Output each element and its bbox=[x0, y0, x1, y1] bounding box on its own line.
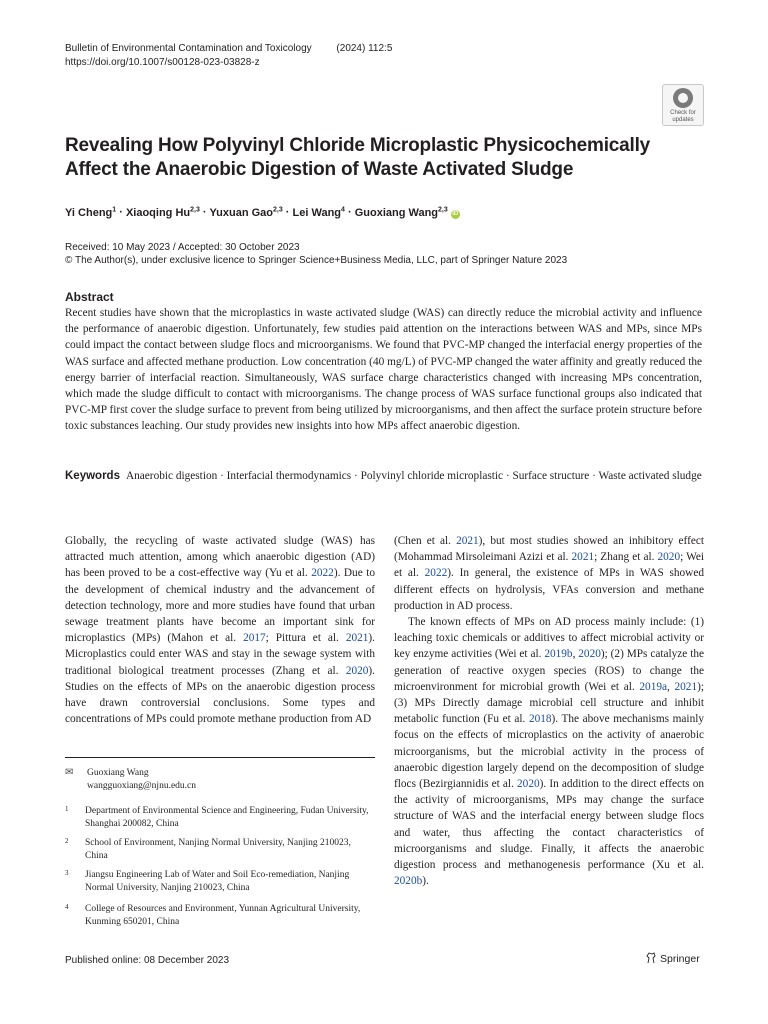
citation-link[interactable]: 2022 bbox=[311, 567, 334, 580]
published-online-date: Published online: 08 December 2023 bbox=[65, 955, 229, 966]
badge-label-line1: Check for bbox=[670, 110, 696, 116]
author[interactable]: Yuxuan Gao$^{2,3}$ bbox=[209, 206, 283, 219]
author-list: Yi Cheng$^1$ · Xiaoqing Hu$^{2,3}$ · Yuxuan Gao$^{2,3}$ · Lei Wang$^4$ · Guoxiang Wang$^{2,3}$iD bbox=[65, 206, 459, 219]
footnote-divider bbox=[65, 757, 375, 758]
keywords-label: Keywords bbox=[65, 470, 120, 482]
citation-link[interactable]: 2021 bbox=[674, 680, 698, 693]
body-left-column bbox=[65, 533, 375, 727]
orcid-icon[interactable]: iD bbox=[452, 210, 459, 217]
citation-link[interactable]: 2022 bbox=[424, 567, 448, 580]
body-paragraph: The known effects of MPs on AD process mainly include: (1) leaching toxic chemicals or additives to affect microbial activity or key enzyme activities (Wei et al. 2019b, 2020); (2) MPs catalyze the generation of reactive oxygen species (ROS) to change the microenvironment for microbial growth (Wei et al. 2019a, 2021); (3) MPs Directly damage microbial cell structure and inhibit metabolic function (Fu et al. 2018). The above mechanisms mainly focus on the effects of microplastics on the activity of anaerobic microorganisms, but the microbial activity in the process of anaerobic digestion largely depend on the decomposition of sludge flocs (Bezirgiannidis et al. 2020). In addition to the direct effects on the activity of microorganisms, MPs may change the surface structure of WAS and the interfacial energy between sludge flocs and water, thus affecting the contact characteristics of microorganisms and sludge. Finally, it affects the anaerobic digestion process and methanogenesis performance (Xu et al. 2020b). bbox=[394, 616, 705, 888]
keywords bbox=[65, 468, 702, 484]
citation-link[interactable]: 2021 bbox=[345, 632, 369, 645]
body-paragraph: (Chen et al. 2021), but most studies showed an inhibitory effect (Mohammad Mirsoleimani Azizi et al. 2021; Zhang et al. 2020; Wei et al. 2022). In general, the existence of MPs in WAS showed different effects on hydrolysis, VFAs conversion and methane production in AD process. bbox=[394, 535, 705, 612]
check-updates-icon bbox=[673, 88, 693, 108]
author[interactable]: Guoxiang Wang$^{2,3}$ bbox=[354, 206, 448, 219]
citation-link[interactable]: 2019b bbox=[544, 648, 573, 661]
body-paragraph: Globally, the recycling of waste activated sludge (WAS) has attracted much attention, among which anaerobic digestion (AD) has been proved to be a cost-effective way (Yu et al. 2022). Due to the development of chemical industry and the advancement of detection technology, more and more studies have found that urban sewage treatment plants have become an important sink for microplastics (MPs) (Mahon et al. 2017; Pittura et al. 2021). Microplastics could enter WAS and stay in the sewage system with traditional biological treatment processes (Zhang et al. 2020). Studies on the effects of MPs on the anaerobic digestion process have drawn controversial conclusions. Some types and concentrations of MPs could promote methane production from AD bbox=[65, 535, 376, 726]
badge-label-line2: updates bbox=[672, 116, 694, 123]
springer-horse-icon bbox=[646, 952, 656, 964]
envelope-icon: ✉ bbox=[65, 767, 74, 778]
citation-link[interactable]: 2018 bbox=[528, 713, 552, 726]
abstract-heading: Abstract bbox=[65, 290, 114, 304]
author[interactable]: Lei Wang$^4$ bbox=[292, 206, 345, 219]
article-title: Revealing How Polyvinyl Chloride Microplastic Physicochemically Affect the Anaerobic Digestion of Waste Activated Sludge bbox=[65, 135, 651, 180]
citation-link[interactable]: 2020 bbox=[517, 778, 540, 791]
citation-link[interactable]: 2020 bbox=[657, 551, 681, 564]
citation-link[interactable]: 2020b bbox=[394, 875, 423, 888]
check-for-updates-badge[interactable] bbox=[662, 84, 704, 126]
correspondence-name: Guoxiang Wang bbox=[87, 768, 149, 778]
journal-header bbox=[65, 42, 392, 55]
received-accepted-dates: Received: 10 May 2023 / Accepted: 30 October 2023 bbox=[65, 242, 300, 253]
affiliation: 1 Department of Environmental Science and Engineering, Fudan University, Shanghai 200082, China bbox=[65, 805, 369, 829]
citation-link[interactable]: 2021 bbox=[456, 535, 479, 547]
author[interactable]: Yi Cheng$^1$ bbox=[65, 206, 117, 219]
citation-link[interactable]: 2017 bbox=[243, 632, 266, 645]
affiliation: 3 Jiangsu Engineering Lab of Water and Soil Eco-remediation, Nanjing Normal University, Nanjing 210023, China bbox=[65, 869, 350, 893]
affiliation: 4 College of Resources and Environment, Yunnan Agricultural University, Kunming 650201, China bbox=[65, 903, 361, 927]
abstract-text: Recent studies have shown that the microplastics in waste activated sludge (WAS) can directly reduce the microbial activity and influence the performance of anaerobic digestion. Unfortunately, few studies paid attention on the interactions between WAS and MPs, since MPs could impact the contact between sludge flocs and microorganisms. We found that PVC-MP changed the interfacial energy properties of the WAS surface and affected methane production. Low concentration (40 mg/L) of PVC-MP changed the water affinity and greatly reduced the energy barrier of interfacial reaction. Simultaneously, WAS surface charge characteristics changed with increasing MPs concentration, which made the sludge difficult to contact with microorganisms. The change process of WAS surface functional groups also indicated that PVC-MP first cover the sludge surface to prevent from being utilized by microorganisms, and then affect the surface protein structure before toxic substances leaching. Our study provides new insights into how MPs affect anaerobic digestion. bbox=[65, 307, 702, 433]
citation-link[interactable]: 2019a bbox=[639, 680, 667, 693]
journal-name: Bulletin of Environmental Contamination and Toxicology bbox=[65, 43, 312, 54]
correspondence-email[interactable]: wangguoxiang@njnu.edu.cn bbox=[87, 781, 197, 791]
doi-link[interactable]: https://doi.org/10.1007/s00128-023-03828-z bbox=[65, 57, 260, 68]
affiliation: 2 School of Environment, Nanjing Normal University, Nanjing 210023, China bbox=[65, 837, 351, 861]
springer-logo: Springer bbox=[646, 952, 700, 966]
citation-link[interactable]: 2020 bbox=[345, 664, 369, 677]
correspondence bbox=[65, 766, 196, 793]
copyright-notice: © The Author(s), under exclusive licence to Springer Science+Business Media, LLC, part of Springer Nature 2023 bbox=[65, 255, 568, 266]
citation-link[interactable]: 2020 bbox=[578, 648, 601, 661]
citation-link[interactable]: 2021 bbox=[571, 551, 595, 564]
body-right-column bbox=[394, 533, 704, 889]
journal-volume: (2024) 112:5 bbox=[336, 43, 393, 54]
keywords-text: Anaerobic digestion · Interfacial thermodynamics · Polyvinyl chloride microplastic · Surface structure · Waste activated sludge bbox=[125, 470, 702, 482]
author[interactable]: Xiaoqing Hu$^{2,3}$ bbox=[125, 206, 200, 219]
